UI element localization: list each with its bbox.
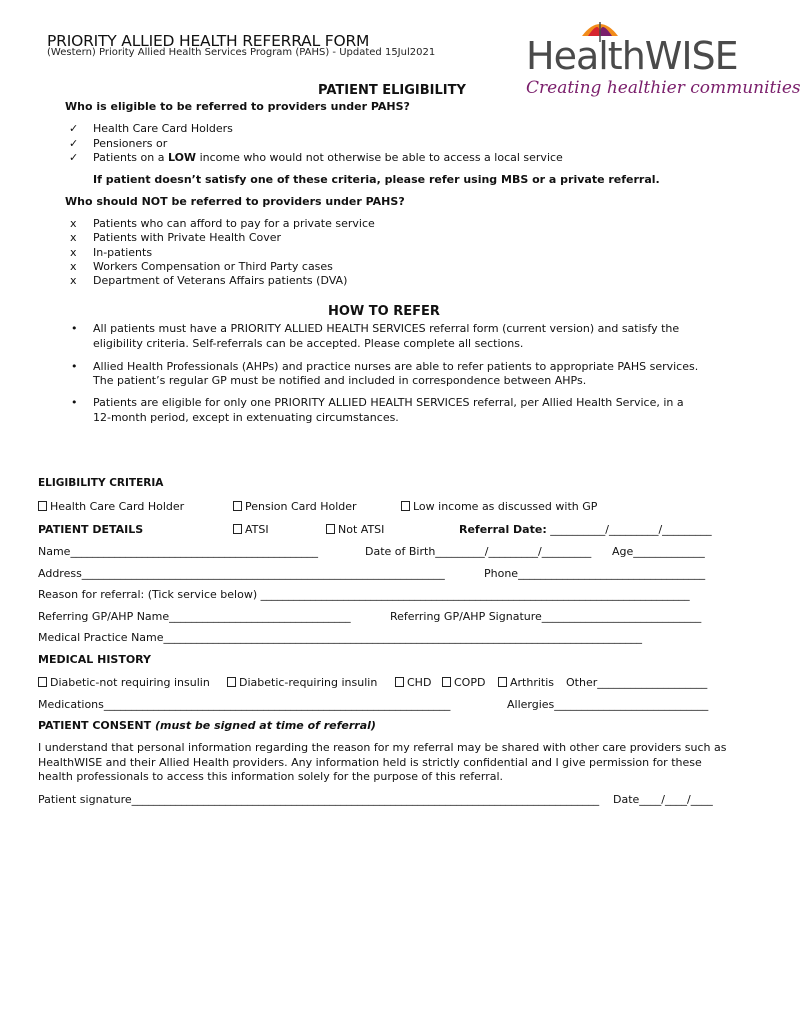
patient-eligibility-heading: PATIENT ELIGIBILITY <box>318 83 466 98</box>
phone-field[interactable]: Phone__________________________________ <box>484 567 706 580</box>
eligible-item-text: Pensioners or <box>93 137 168 150</box>
eligible-item <box>93 122 233 135</box>
address-field[interactable]: Address__________________________________________________________________ <box>38 567 445 580</box>
refer-item-line: The patient’s regular GP must be notified and included in correspondence between AHPs. <box>93 374 587 387</box>
not-eligible-item: Department of Veterans Affairs patients (DVA) <box>93 274 348 287</box>
checkbox-icon[interactable] <box>395 677 404 687</box>
logo-word-wise: WISE <box>644 34 738 78</box>
referring-gp-signature-field[interactable]: Referring GP/AHP Signature_____________________________ <box>390 610 702 623</box>
age-field[interactable]: Age_____________ <box>612 545 705 558</box>
logo-word-health: Health <box>526 34 645 78</box>
consent-heading-note: (must be signed at time of referral) <box>154 719 376 732</box>
checkbox-icon[interactable] <box>401 501 410 511</box>
eligible-item <box>93 151 563 164</box>
history-option-diabetic-no-insulin[interactable] <box>38 676 210 689</box>
history-option-arthritis[interactable] <box>498 676 554 689</box>
checkbox-icon[interactable] <box>38 677 47 687</box>
eligible-item-text: Patients on a <box>93 151 168 164</box>
eligible-item-emphasis: LOW <box>167 151 197 164</box>
history-option-label: Diabetic-requiring insulin <box>239 676 378 689</box>
history-option-label: Diabetic-not requiring insulin <box>50 676 210 689</box>
history-option-copd[interactable] <box>442 676 485 689</box>
history-option-label: COPD <box>454 676 486 689</box>
reason-for-referral-field[interactable]: Reason for referral: (Tick service below) ______________________________________________________________________________ <box>38 588 690 601</box>
patient-details-heading: PATIENT DETAILS <box>38 523 144 536</box>
criteria-option-health-care-card[interactable] <box>38 500 184 513</box>
who-eligible-question: Who is eligible to be referred to providers under PAHS? <box>65 100 410 113</box>
how-to-refer-heading: HOW TO REFER <box>328 304 440 319</box>
logo-tagline: Creating healthier communities <box>526 78 801 98</box>
cross-icon: x <box>70 231 77 244</box>
referral-date-label: Referral Date: <box>459 523 547 536</box>
checkbox-icon[interactable] <box>326 524 335 534</box>
criteria-option-label: Pension Card Holder <box>245 500 357 513</box>
not-eligible-item: Patients who can afford to pay for a private service <box>93 217 375 230</box>
checkbox-icon[interactable] <box>233 524 242 534</box>
not-eligible-item: Workers Compensation or Third Party cases <box>93 260 333 273</box>
medical-history-heading: MEDICAL HISTORY <box>38 653 152 666</box>
eligible-item-text: Health Care Card Holders <box>93 122 233 135</box>
eligible-item <box>93 137 167 150</box>
patient-signature-field[interactable]: Patient signature_____________________________________________________________________________________ <box>38 793 600 806</box>
criteria-option-label: Low income as discussed with GP <box>413 500 598 513</box>
cross-icon: x <box>70 260 77 273</box>
not-atsi-option[interactable] <box>326 523 384 536</box>
atsi-label: ATSI <box>245 523 269 536</box>
eligibility-criteria-heading: ELIGIBILITY CRITERIA <box>38 477 164 489</box>
not-atsi-label: Not ATSI <box>338 523 385 536</box>
refer-item-line: Allied Health Professionals (AHPs) and practice nurses are able to refer patients to appropriate PAHS services. <box>93 360 699 373</box>
not-eligible-item: In-patients <box>93 246 153 259</box>
checkbox-icon[interactable] <box>442 677 451 687</box>
cross-icon: x <box>70 246 77 259</box>
form-title: PRIORITY ALLIED HEALTH REFERRAL FORM <box>47 32 370 50</box>
checkbox-icon[interactable] <box>233 501 242 511</box>
bullet-icon: • <box>71 396 78 409</box>
refer-item-line: 12-month period, except in extenuating circumstances. <box>93 411 399 424</box>
consent-heading-text: PATIENT CONSENT <box>38 719 155 732</box>
history-other-field[interactable]: Other____________________ <box>566 676 708 689</box>
refer-item-line: All patients must have a PRIORITY ALLIED HEALTH SERVICES referral form (current version) and satisfy the <box>93 322 680 335</box>
patient-name-field[interactable]: Name_____________________________________________ <box>38 545 318 558</box>
healthwise-logo <box>524 16 801 106</box>
checkbox-icon[interactable] <box>38 501 47 511</box>
refer-item-line: eligibility criteria. Self-referrals can be accepted. Please complete all sections. <box>93 337 524 350</box>
patient-consent-heading <box>38 719 376 732</box>
history-option-chd[interactable] <box>395 676 431 689</box>
not-eligible-item: Patients with Private Health Cover <box>93 231 282 244</box>
checkbox-icon[interactable] <box>498 677 507 687</box>
who-not-question: Who should NOT be referred to providers under PAHS? <box>65 195 405 208</box>
consent-date-field[interactable]: Date____/____/____ <box>613 793 713 806</box>
cross-icon: x <box>70 217 77 230</box>
criteria-option-low-income[interactable] <box>401 500 597 513</box>
criteria-option-pension-card[interactable] <box>233 500 357 513</box>
bullet-icon: • <box>71 322 78 335</box>
history-option-label: Arthritis <box>510 676 555 689</box>
medications-field[interactable]: Medications_______________________________________________________________ <box>38 698 451 711</box>
history-option-label: CHD <box>407 676 432 689</box>
referring-gp-name-field[interactable]: Referring GP/AHP Name_________________________________ <box>38 610 351 623</box>
atsi-option[interactable] <box>233 523 269 536</box>
eligibility-note: If patient doesn’t satisfy one of these criteria, please refer using MBS or a private referral. <box>93 173 660 186</box>
date-of-birth-field[interactable]: Date of Birth_________/_________/_________ <box>365 545 592 558</box>
check-icon: ✓ <box>69 122 79 135</box>
referral-date-blank: __________/_________/_________ <box>550 523 712 536</box>
cross-icon: x <box>70 274 77 287</box>
medical-practice-field[interactable]: Medical Practice Name_______________________________________________________________________________________ <box>38 631 643 644</box>
consent-text: I understand that personal information regarding the reason for my referral may be shared with other care providers such as HealthWISE and their Allied Health providers. Any information held is strictly confidential and I give permission for these health professionals to access this information solely for the purpose of this referral. <box>38 741 727 783</box>
check-icon: ✓ <box>69 151 79 164</box>
form-subtitle: (Western) Priority Allied Health Services Program (PAHS) - Updated 15Jul2021 <box>47 47 436 58</box>
check-icon: ✓ <box>69 137 79 150</box>
allergies-field[interactable]: Allergies____________________________ <box>507 698 709 711</box>
criteria-option-label: Health Care Card Holder <box>50 500 185 513</box>
referral-date-field[interactable] <box>459 523 712 536</box>
bullet-icon: • <box>71 360 78 373</box>
refer-item-line: Patients are eligible for only one PRIORITY ALLIED HEALTH SERVICES referral, per Allied Health Service, in a <box>93 396 684 409</box>
history-option-diabetic-insulin[interactable] <box>227 676 377 689</box>
logo-wordmark <box>526 34 738 78</box>
eligible-item-text: income who would not otherwise be able to access a local service <box>196 151 563 164</box>
checkbox-icon[interactable] <box>227 677 236 687</box>
